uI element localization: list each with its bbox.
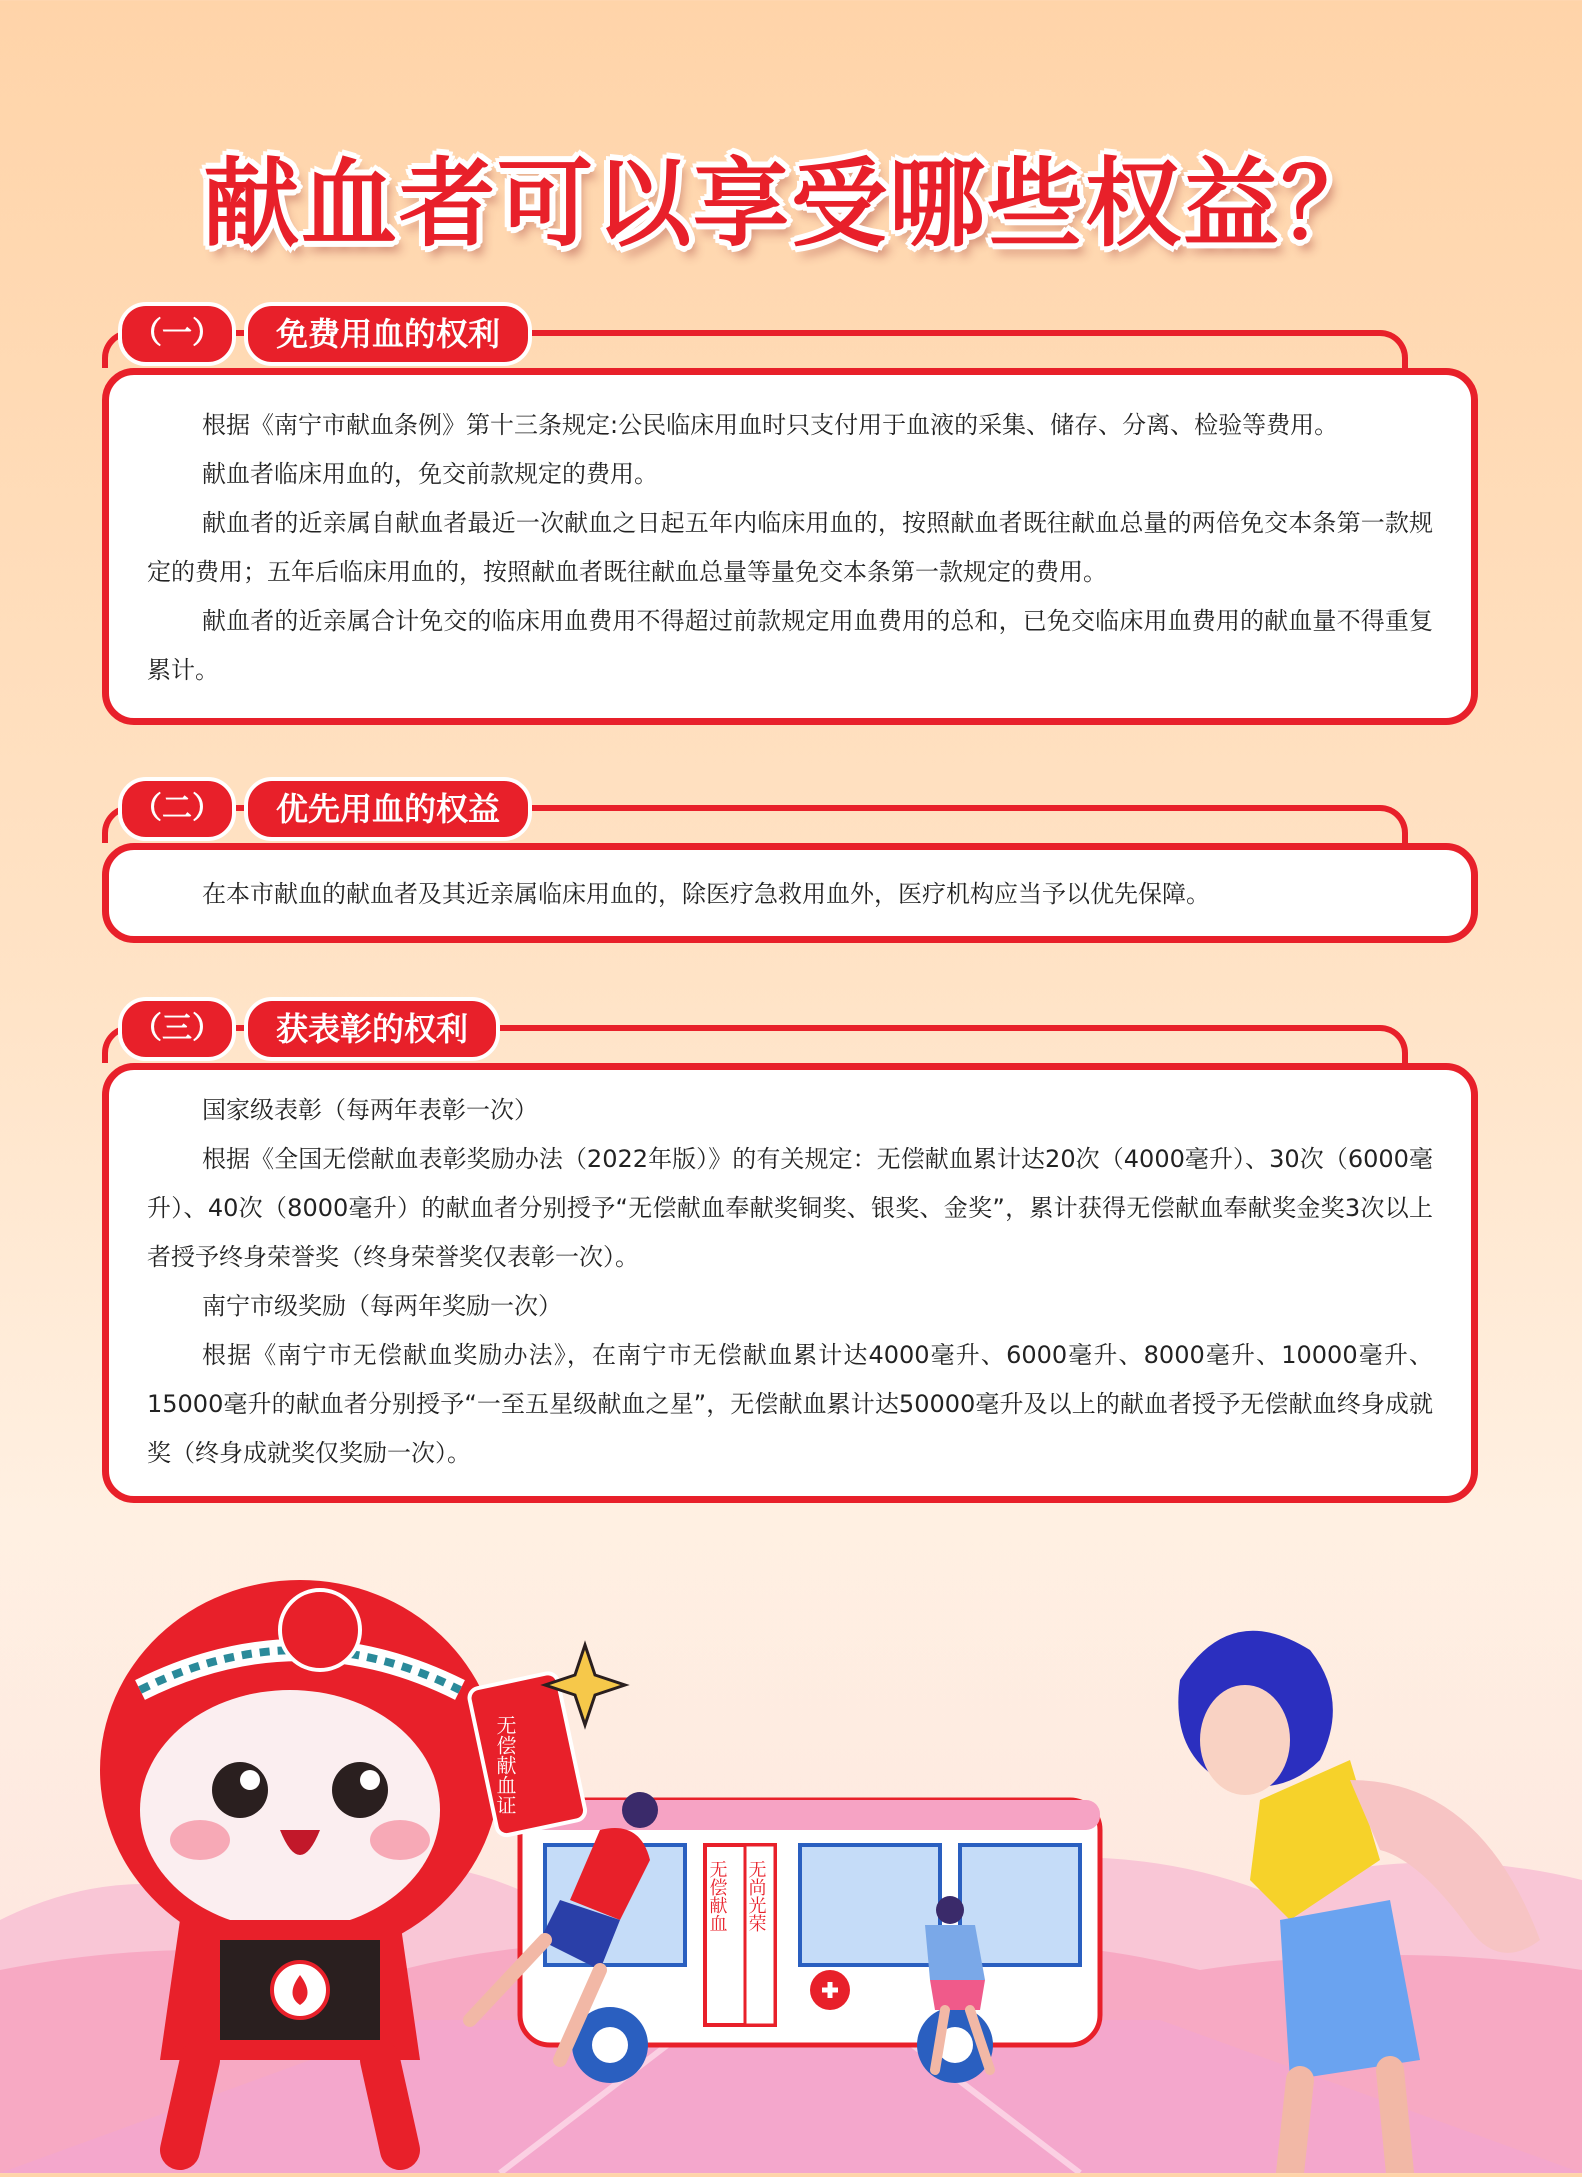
section-card <box>102 368 1478 725</box>
paragraph: 根据《南宁市献血条例》第十三条规定:公民临床用血时只支付用于血液的采集、储存、分离、检验等费用。 <box>202 411 1339 439</box>
paragraph: 根据《南宁市无偿献血奖励办法》，在南宁市无偿献血累计达4000毫升、6000毫升、8000毫升、10000毫升、15000毫升的献血者分别授予“一至五星级献血之星”，无偿献血累计达50000毫升及以上的献血者授予无偿献血终身成就奖（终身成就奖仅奖励一次）。 <box>147 1341 1433 1467</box>
page-title: 献血者可以享受哪些权益？ <box>203 148 1379 260</box>
paragraph: 南宁市级奖励（每两年奖励一次） <box>202 1292 562 1320</box>
section-heading: 优先用血的权益 <box>244 777 532 841</box>
section-heading: 免费用血的权利 <box>244 302 532 366</box>
section-number: （一） <box>118 302 236 366</box>
section-commendation <box>102 995 1478 1505</box>
section-number: （二） <box>118 777 236 841</box>
section-number: （三） <box>118 997 236 1061</box>
paragraph: 国家级表彰（每两年表彰一次） <box>202 1096 538 1124</box>
paragraph: 献血者的近亲属自献血者最近一次献血之日起五年内临床用血的，按照献血者既往献血总量的两倍免交本条第一款规定的费用；五年后临床用血的，按照献血者既往献血总量等量免交本条第一款规定的费用。 <box>147 509 1433 586</box>
paragraph: 献血者的近亲属合计免交的临床用血费用不得超过前款规定用血费用的总和，已免交临床用血费用的献血量不得重复累计。 <box>147 607 1433 684</box>
section-free-blood <box>102 300 1478 725</box>
paragraph: 在本市献血的献血者及其近亲属临床用血的，除医疗急救用血外，医疗机构应当予以优先保障。 <box>202 880 1210 908</box>
section-card <box>102 1063 1478 1503</box>
paragraph: 献血者临床用血的，免交前款规定的费用。 <box>202 460 658 488</box>
illustration-svg <box>0 1500 1582 2173</box>
bus-door-right-text: 无尚光荣 <box>745 1860 767 1932</box>
section-priority-blood <box>102 775 1478 950</box>
section-card <box>102 843 1478 943</box>
bus-door-left-text: 无偿献血 <box>706 1860 728 1932</box>
section-heading: 获表彰的权利 <box>244 997 500 1061</box>
illustration-scene <box>0 1500 1582 2173</box>
paragraph: 根据《全国无偿献血表彰奖励办法（2022年版）》的有关规定：无偿献血累计达20次（4000毫升）、30次（6000毫升）、40次（8000毫升）的献血者分别授予“无偿献血奉献奖铜奖、银奖、金奖”，累计获得无偿献血奉献奖金奖3次以上者授予终身荣誉奖（终身荣誉奖仅表彰一次）。 <box>147 1145 1433 1271</box>
donation-card-text: 无偿献血证 <box>493 1715 517 1815</box>
